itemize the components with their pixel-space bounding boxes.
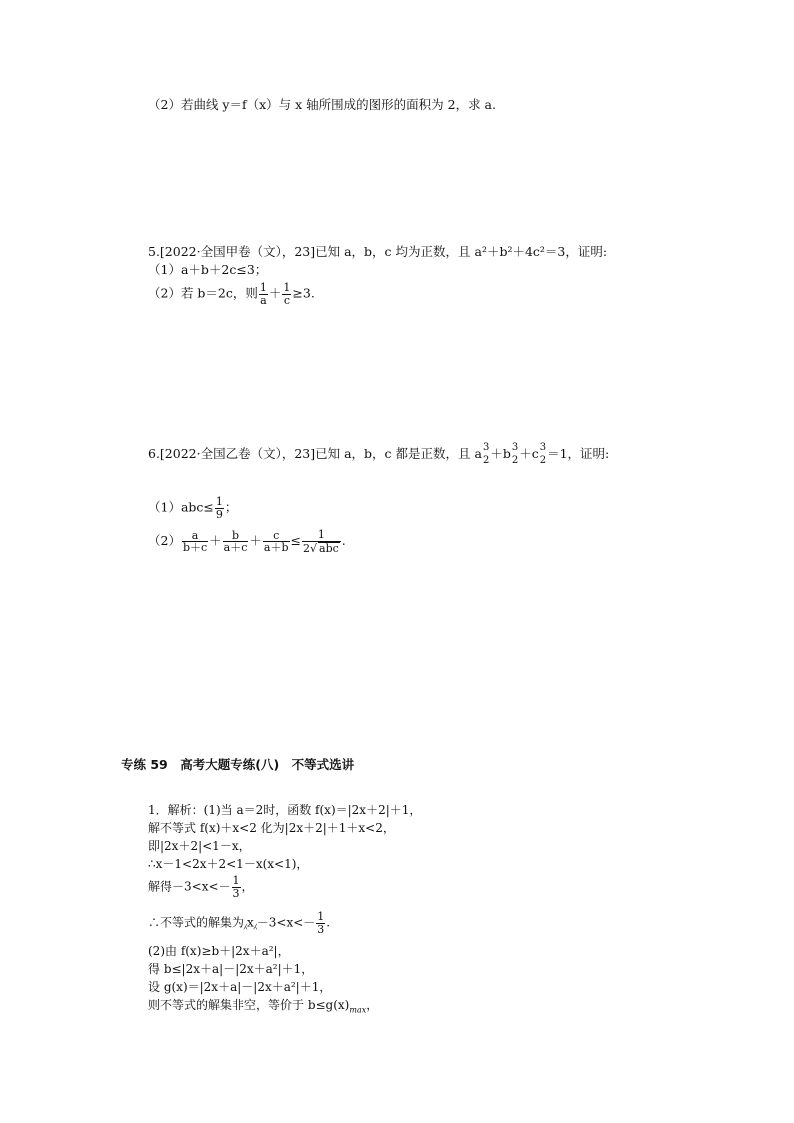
solution-line-10-sub: max xyxy=(349,1005,367,1015)
q5-frac1-den: a xyxy=(260,293,267,307)
q6-end: . xyxy=(341,533,346,549)
answer-heading: 专练 59 高考大题专练(八) 不等式选讲 xyxy=(121,757,355,772)
solution-line-7: (2)由 f(x)≥b＋|2x＋a²|， xyxy=(148,944,290,958)
q6-stem xyxy=(148,442,609,467)
q5-part2-prefix: （2）若 b＝2c，则 xyxy=(148,285,258,301)
solution-line-1: 1．解析：(1)当 a＝2时，函数 f(x)＝|2x＋2|＋1， xyxy=(148,803,422,817)
q5-part2 xyxy=(148,282,315,306)
q6-part1-prefix: （1）abc≤ xyxy=(148,499,214,515)
q6-part1-frac: $\frac{1}{9}$ xyxy=(215,495,223,521)
solution-line-5-prefix: 解得－3<x<－ xyxy=(148,879,231,894)
q6-f3: $\frac{c}{a+b}$ xyxy=(263,528,289,555)
q6-part1 xyxy=(148,496,237,520)
q5-frac1 xyxy=(259,282,268,306)
solution-line-6 xyxy=(148,911,330,935)
q6-part2 xyxy=(148,529,346,554)
solution-line-3: 即|2x＋2|<1－x， xyxy=(148,839,251,853)
q6-f2: $\frac{b}{a+c}$ xyxy=(223,528,248,555)
q6-stem-prefix: 6.[2022·全国乙卷（文），23]已知 a，b，c 都是正数，且 a xyxy=(148,446,482,461)
solution-line-9: 设 g(x)＝|2x＋a|－|2x＋a²|＋1， xyxy=(148,980,332,994)
solution-line-6-suffix: . xyxy=(326,915,331,930)
q6-exp-c: 3 2 xyxy=(539,442,547,466)
q6-part1-suffix: ； xyxy=(224,499,238,515)
solution-line-10-prefix: 则不等式的解集非空，等价于 b≤g(x) xyxy=(148,998,350,1012)
q5-frac1-num: 1 xyxy=(259,281,267,294)
q5-plus: ＋ xyxy=(268,285,282,301)
solution-line-8: 得 b≤|2x＋a|－|2x＋a²|＋1， xyxy=(148,962,314,976)
q6-rhs: $\frac{1}{\text{2√ abc}}$ xyxy=(303,528,339,555)
q6-b-term: ＋b xyxy=(490,446,511,461)
q6-f1: $\frac{a}{b+c}$ xyxy=(182,528,208,555)
q6-exp-b: 3 2 xyxy=(511,442,519,466)
solution-line-5-suffix: ， xyxy=(241,879,254,894)
solution-line-2: 解不等式 f(x)＋x<2 化为|2x＋2|＋1＋x<2， xyxy=(148,821,395,835)
q5-frac2-den: c xyxy=(283,293,290,307)
q5-frac2 xyxy=(282,282,291,306)
q6-exp-a: 3 2 xyxy=(482,442,490,466)
solution-line-5-frac: $\frac{1}{3}$ xyxy=(232,874,240,900)
q6-leq: ≤ xyxy=(290,533,301,549)
solution-line-10 xyxy=(148,998,379,1015)
q6-plus-1: ＋ xyxy=(209,533,222,549)
q4-part2: （2）若曲线 y＝f（x）与 x 轴所围成的图形的面积为 2，求 a. xyxy=(148,97,496,112)
solution-line-5 xyxy=(148,875,254,899)
q5-frac2-num: 1 xyxy=(283,281,291,294)
solution-line-6-set: ⁁x⁁－3<x<－ xyxy=(244,915,316,930)
q5-part2-suffix: ≥3. xyxy=(292,285,315,301)
q5-part1: （1）a＋b＋2c≤3； xyxy=(148,262,268,277)
q5-stem: 5.[2022·全国甲卷（文），23]已知 a，b，c 均为正数，且 a²＋b²＋4c²＝3，证明: xyxy=(148,244,608,259)
q6-stem-suffix: ＝1，证明: xyxy=(547,446,610,461)
q6-plus-2: ＋ xyxy=(249,533,262,549)
solution-line-6-prefix: ∴不等式的解集为 xyxy=(148,915,245,930)
solution-line-10-suffix: ， xyxy=(366,998,379,1012)
q6-part2-prefix: （2） xyxy=(148,533,181,549)
q6-c-term: ＋c xyxy=(519,446,539,461)
solution-line-6-frac: $\frac{1}{3}$ xyxy=(317,910,325,936)
solution-line-4: ∴x－1<2x＋2<1－x(x<1)， xyxy=(148,857,309,871)
